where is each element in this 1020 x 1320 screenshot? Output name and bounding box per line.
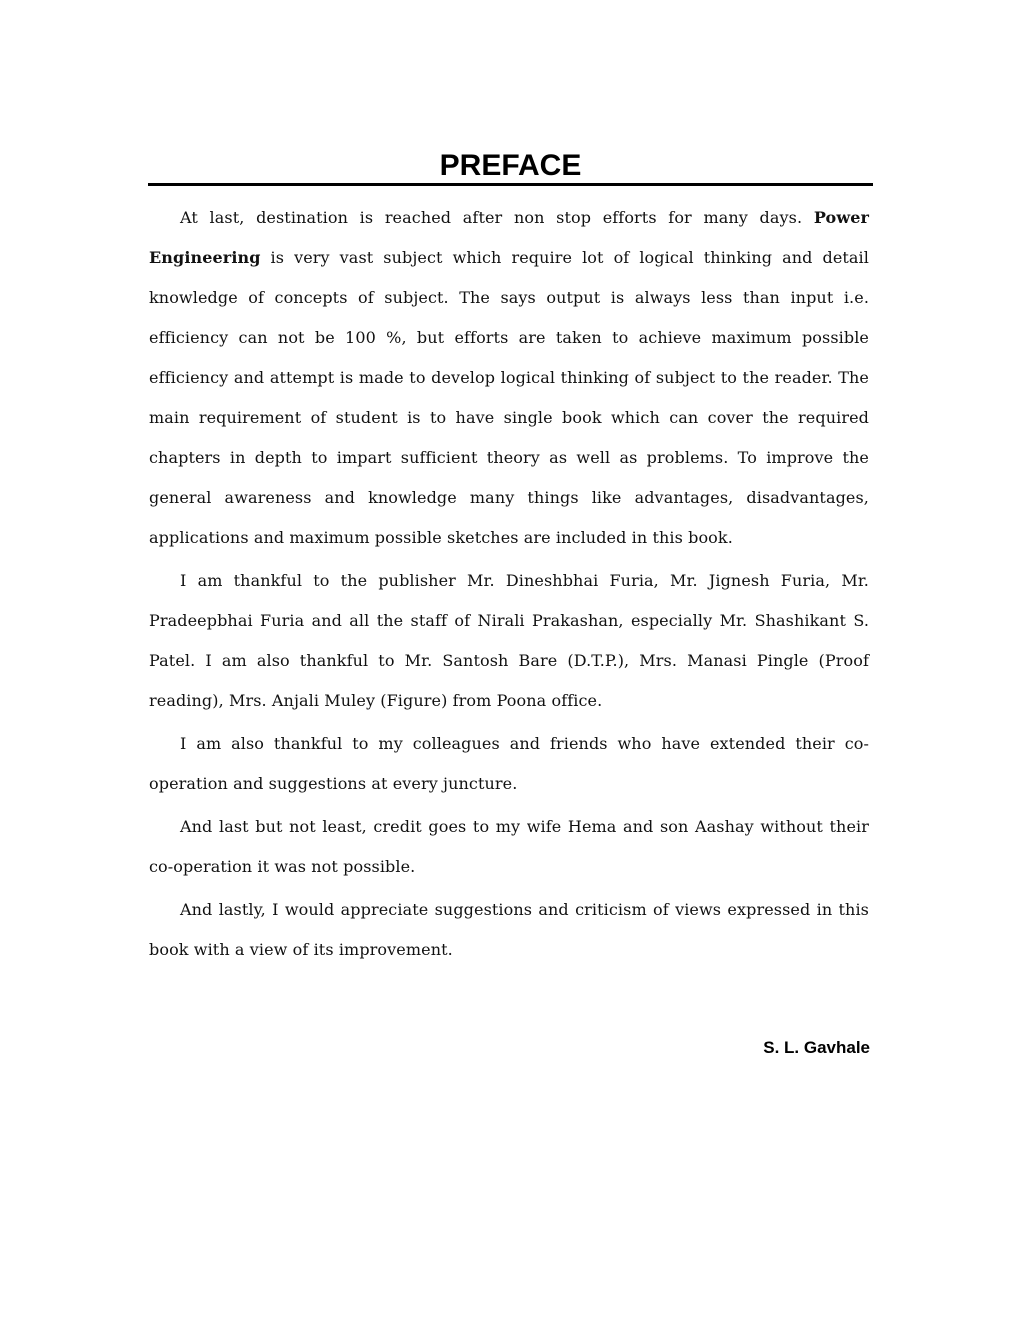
- preface-body: [149, 198, 869, 970]
- paragraph-5: And lastly, I would appreciate suggestions and criticism of views expressed in this book with a view of its improvement.: [149, 900, 869, 959]
- book-title-emphasis: Power Engineering: [149, 208, 869, 267]
- page-title: PREFACE: [439, 149, 582, 182]
- paragraph-1-text: is very vast subject which require lot of logical thinking and detail knowledge of concepts of subject. The says output is always less than input i.e. efficiency can not be 100 %, but efforts are taken to achieve maximum possible efficiency and attempt is made to develop logical thinking of subject to the reader. The main requirement of student is to have single book which can cover the required chapters in depth to impart sufficient theory as well as problems. To improve the general awareness and knowledge many things like advantages, disadvantages, applications and maximum possible sketches are included in this book.: [149, 248, 869, 547]
- paragraph-2: I am thankful to the publisher Mr. Dineshbhai Furia, Mr. Jignesh Furia, Mr. Pradeepbhai Furia and all the staff of Nirali Prakashan, especially Mr. Shashikant S. Patel. I am also thankful to Mr. Santosh Bare (D.T.P.), Mrs. Manasi Pingle (Proof reading), Mrs. Anjali Muley (Figure) from Poona office.: [149, 571, 869, 710]
- paragraph-3: I am also thankful to my colleagues and friends who have extended their co-operation and suggestions at every juncture.: [149, 734, 869, 793]
- paragraph-1-intro: At last, destination is reached after non stop efforts for many days.: [180, 208, 803, 227]
- author-signature: S. L. Gavhale: [763, 1038, 870, 1057]
- paragraph-4: And last but not least, credit goes to my wife Hema and son Aashay without their co-operation it was not possible.: [149, 817, 869, 876]
- paragraph-1: [149, 198, 869, 558]
- title-underline: [148, 183, 873, 186]
